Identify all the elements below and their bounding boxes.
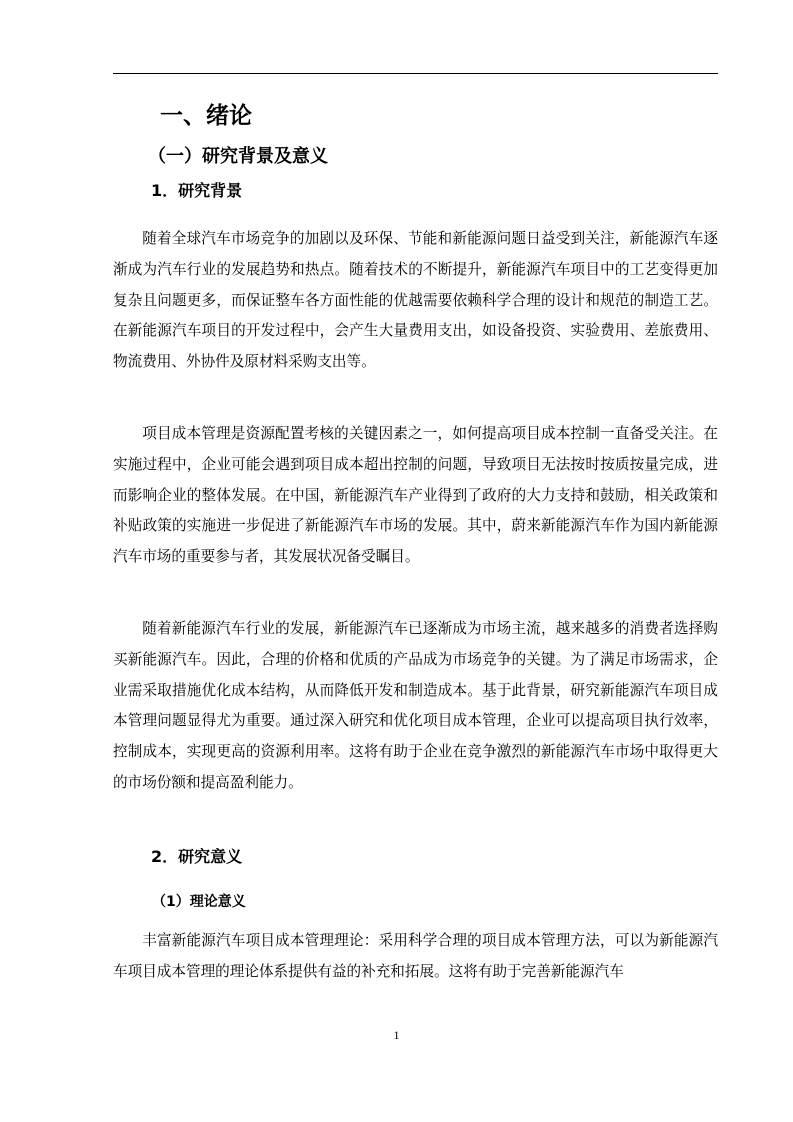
subsection-heading-background: 1．研究背景 bbox=[151, 181, 243, 200]
sub-subsection-heading-theory: （1）理论意义 bbox=[152, 894, 246, 910]
paragraph: 项目成本管理是资源配置考核的关键因素之一，如何提高项目成本控制一直备受关注。在实施过程中，企业可能会遇到项目成本超出控制的问题，导致项目无法按时按质按量完成，进而影响企业的整体发展。在中国，新能源汽车产业得到了政府的大力支持和鼓励，相关政策和补贴政策的实施进一步促进了新能源汽车市场的发展。其中，蔚来新能源汽车作为国内新能源汽车市场的重要参与者，其发展状况备受瞩目。 bbox=[113, 425, 718, 566]
section-heading: （一）研究背景及意义 bbox=[148, 146, 328, 167]
chapter-heading: 一、绪论 bbox=[160, 103, 252, 129]
subsection-heading-significance: 2．研究意义 bbox=[151, 847, 243, 866]
paragraph: 随着新能源汽车行业的发展，新能源汽车已逐渐成为市场主流，越来越多的消费者选择购买新能源汽车。因此，合理的价格和优质的产品成为市场竞争的关键。为了满足市场需求，企业需采取措施优化成本结构，从而降低开发和制造成本。基于此背景，研究新能源汽车项目成本管理问题显得尤为重要。通过深入研究和优化项目成本管理，企业可以提高项目执行效率，控制成本，实现更高的资源利用率。这将有助于企业在竞争激烈的新能源汽车市场中取得更大的市场份额和提高盈利能力。 bbox=[113, 620, 718, 791]
paragraph: 随着全球汽车市场竞争的加剧以及环保、节能和新能源问题日益受到关注，新能源汽车逐渐成为汽车行业的发展趋势和热点。随着技术的不断提升，新能源汽车项目中的工艺变得更加复杂且问题更多，而保证整车各方面性能的优越需要依赖科学合理的设计和规范的制造工艺。在新能源汽车项目的开发过程中，会产生大量费用支出，如设备投资、实验费用、差旅费用、物流费用、外协件及原材料采购支出等。 bbox=[113, 230, 718, 371]
header-rule bbox=[113, 73, 718, 74]
page-number: 1 bbox=[393, 1028, 400, 1042]
paragraph: 丰富新能源汽车项目成本管理理论：采用科学合理的项目成本管理方法，可以为新能源汽车项目成本管理的理论体系提供有益的补充和拓展。这将有助于完善新能源汽车 bbox=[113, 932, 718, 980]
